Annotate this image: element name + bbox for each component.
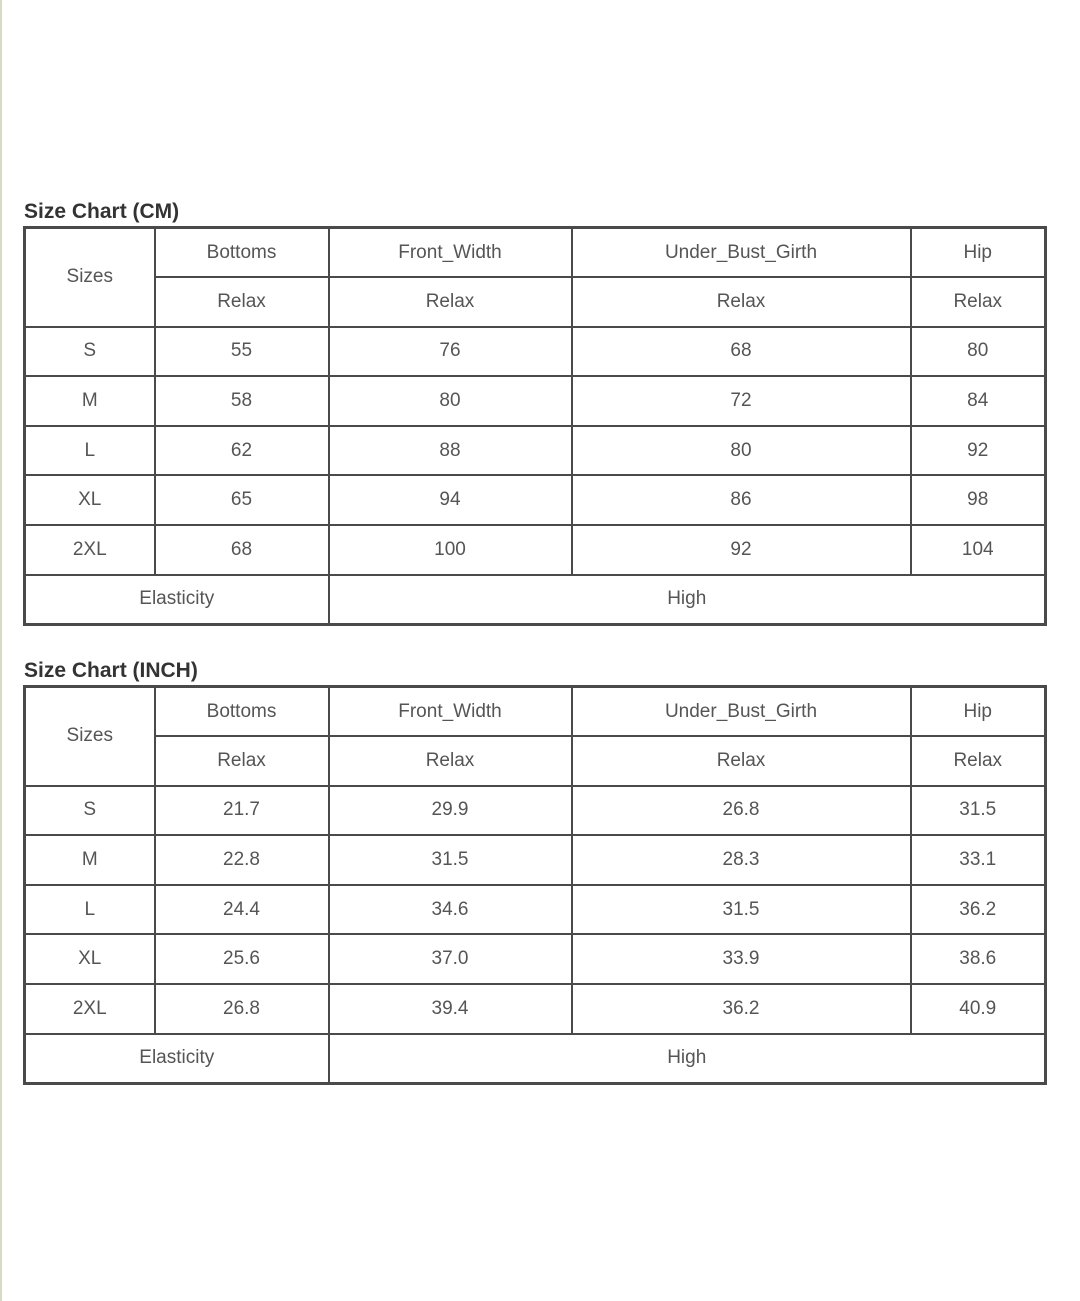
fit-label: Relax <box>329 277 572 327</box>
sizes-header: Sizes <box>25 228 155 327</box>
elasticity-row <box>25 575 1046 625</box>
column-header: Under_Bust_Girth <box>572 228 911 278</box>
measurement-cell: 36.2 <box>911 885 1046 935</box>
column-header: Bottoms <box>155 228 329 278</box>
size-label: M <box>25 376 155 426</box>
table-fit-row <box>25 277 1046 327</box>
measurement-cell: 92 <box>911 426 1046 476</box>
measurement-cell: 104 <box>911 525 1046 575</box>
measurement-cell: 55 <box>155 327 329 377</box>
table-row <box>25 475 1046 525</box>
fit-label: Relax <box>911 736 1046 786</box>
size-label: XL <box>25 475 155 525</box>
measurement-cell: 38.6 <box>911 934 1046 984</box>
cm-size-table <box>23 226 1047 626</box>
measurement-cell: 80 <box>911 327 1046 377</box>
size-label: L <box>25 426 155 476</box>
inch-chart-title: Size Chart (INCH) <box>24 659 198 682</box>
size-label: 2XL <box>25 984 155 1034</box>
fit-label: Relax <box>911 277 1046 327</box>
measurement-cell: 28.3 <box>572 835 911 885</box>
measurement-cell: 36.2 <box>572 984 911 1034</box>
measurement-cell: 58 <box>155 376 329 426</box>
column-header: Front_Width <box>329 687 572 737</box>
column-header: Under_Bust_Girth <box>572 687 911 737</box>
inch-size-table <box>23 685 1047 1085</box>
measurement-cell: 37.0 <box>329 934 572 984</box>
measurement-cell: 22.8 <box>155 835 329 885</box>
fit-label: Relax <box>155 736 329 786</box>
measurement-cell: 62 <box>155 426 329 476</box>
table-row <box>25 327 1046 377</box>
measurement-cell: 84 <box>911 376 1046 426</box>
cm-chart-title: Size Chart (CM) <box>24 200 180 223</box>
measurement-cell: 80 <box>329 376 572 426</box>
table-fit-row <box>25 736 1046 786</box>
measurement-cell: 31.5 <box>572 885 911 935</box>
size-label: L <box>25 885 155 935</box>
fit-label: Relax <box>329 736 572 786</box>
table-row <box>25 786 1046 836</box>
table-header-row <box>25 228 1046 278</box>
measurement-cell: 68 <box>572 327 911 377</box>
sizes-header: Sizes <box>25 687 155 786</box>
elasticity-value: High <box>329 1034 1046 1084</box>
table-row <box>25 426 1046 476</box>
elasticity-value: High <box>329 575 1046 625</box>
column-header: Bottoms <box>155 687 329 737</box>
table-row <box>25 376 1046 426</box>
table-row <box>25 835 1046 885</box>
elasticity-row <box>25 1034 1046 1084</box>
measurement-cell: 33.9 <box>572 934 911 984</box>
table-row <box>25 885 1046 935</box>
left-edge-line <box>0 0 2 1301</box>
measurement-cell: 92 <box>572 525 911 575</box>
size-label: S <box>25 327 155 377</box>
table-row <box>25 984 1046 1034</box>
column-header: Hip <box>911 687 1046 737</box>
measurement-cell: 86 <box>572 475 911 525</box>
measurement-cell: 29.9 <box>329 786 572 836</box>
measurement-cell: 94 <box>329 475 572 525</box>
measurement-cell: 88 <box>329 426 572 476</box>
measurement-cell: 26.8 <box>155 984 329 1034</box>
column-header: Hip <box>911 228 1046 278</box>
measurement-cell: 33.1 <box>911 835 1046 885</box>
fit-label: Relax <box>572 277 911 327</box>
column-header: Front_Width <box>329 228 572 278</box>
size-label: S <box>25 786 155 836</box>
measurement-cell: 100 <box>329 525 572 575</box>
fit-label: Relax <box>572 736 911 786</box>
measurement-cell: 98 <box>911 475 1046 525</box>
table-row <box>25 525 1046 575</box>
measurement-cell: 31.5 <box>911 786 1046 836</box>
measurement-cell: 34.6 <box>329 885 572 935</box>
measurement-cell: 40.9 <box>911 984 1046 1034</box>
measurement-cell: 39.4 <box>329 984 572 1034</box>
measurement-cell: 68 <box>155 525 329 575</box>
table-row <box>25 934 1046 984</box>
measurement-cell: 31.5 <box>329 835 572 885</box>
measurement-cell: 21.7 <box>155 786 329 836</box>
elasticity-label: Elasticity <box>25 1034 329 1084</box>
measurement-cell: 76 <box>329 327 572 377</box>
size-label: XL <box>25 934 155 984</box>
measurement-cell: 65 <box>155 475 329 525</box>
fit-label: Relax <box>155 277 329 327</box>
size-label: 2XL <box>25 525 155 575</box>
measurement-cell: 25.6 <box>155 934 329 984</box>
measurement-cell: 80 <box>572 426 911 476</box>
elasticity-label: Elasticity <box>25 575 329 625</box>
measurement-cell: 26.8 <box>572 786 911 836</box>
table-header-row <box>25 687 1046 737</box>
measurement-cell: 24.4 <box>155 885 329 935</box>
size-label: M <box>25 835 155 885</box>
measurement-cell: 72 <box>572 376 911 426</box>
